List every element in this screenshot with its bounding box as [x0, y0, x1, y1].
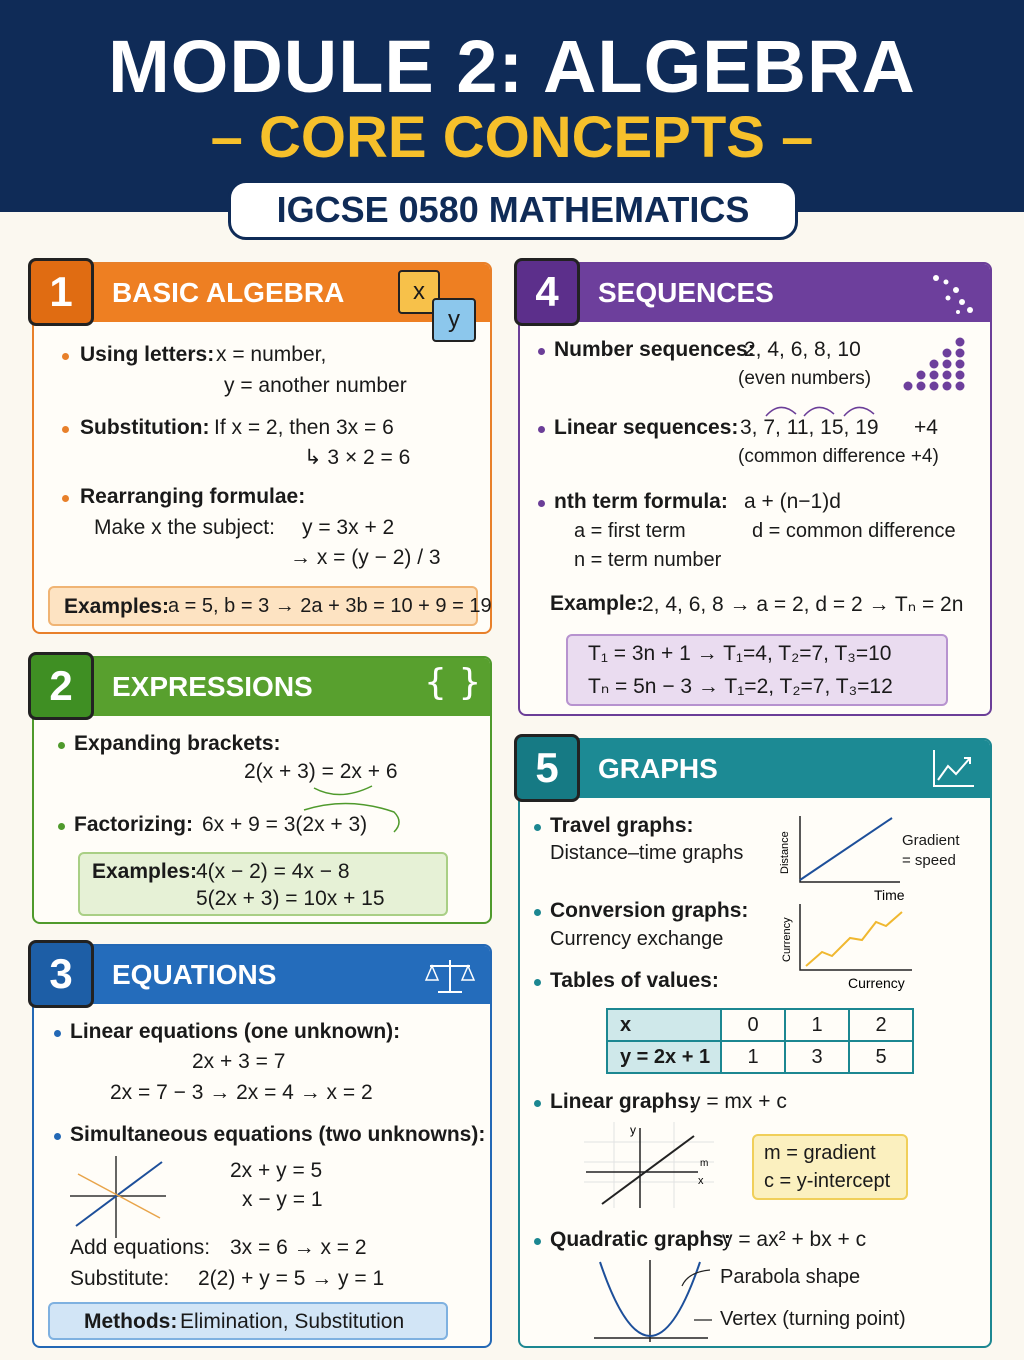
expand-arrow-icon: [310, 782, 380, 798]
add-label: Add equations:: [70, 1236, 211, 1259]
stair-dot: [943, 371, 952, 380]
examples-box: [78, 852, 448, 916]
panel-title: GRAPHS: [598, 753, 718, 784]
sim-line1: 2x + y = 5: [230, 1159, 323, 1182]
lin-m: m: [700, 1158, 709, 1169]
stair-dot: [917, 382, 926, 391]
sim-label: Simultaneous equations (two unknowns):: [70, 1123, 486, 1146]
panel-expressions: [32, 656, 492, 924]
quad-formula: y = ax² + bx + c: [722, 1228, 867, 1251]
examples-label: Examples:: [64, 595, 170, 618]
stair-dot: [956, 349, 965, 358]
bullet: [534, 824, 541, 831]
panel-sequences: [518, 262, 992, 716]
page-title: MODULE 2: ALGEBRA: [108, 25, 916, 108]
conversion-graph: [776, 900, 916, 996]
examples-text: a = 5, b = 3 → 2a + 3b = 10 + 9 = 19: [168, 595, 492, 617]
panel-number: 4: [514, 258, 580, 326]
bullet: [58, 823, 65, 830]
travel-note2: = speed: [902, 852, 956, 869]
subst-label: Substitution:: [80, 416, 210, 439]
table-cell: y = 2x + 1: [607, 1041, 721, 1073]
bullet: [62, 353, 69, 360]
linear-label: Linear equations (one unknown):: [70, 1020, 401, 1043]
bullet: [62, 426, 69, 433]
nth-n: n = term number: [574, 549, 722, 571]
table-cell: 0: [721, 1009, 785, 1041]
x-tile-icon: x: [398, 270, 440, 314]
table-cell: 5: [849, 1041, 913, 1073]
stair-dot: [943, 349, 952, 358]
stair-dot: [904, 382, 913, 391]
expand-line: 2(x + 3) = 2x + 6: [244, 760, 398, 783]
conv-text: Currency exchange: [550, 928, 724, 950]
stair-dot: [930, 382, 939, 391]
table-cell: x: [607, 1009, 721, 1041]
letters-line1: x = number,: [216, 343, 327, 366]
travel-xlabel: Time: [874, 887, 905, 903]
travel-ylabel: Distance: [779, 831, 791, 874]
bullet: [538, 500, 545, 507]
sub-text: 2(2) + y = 5 → y = 1: [198, 1267, 385, 1290]
factor-label: Factorizing:: [74, 813, 193, 836]
methods-label: Methods:: [84, 1310, 178, 1333]
nth-formula: a + (n−1)d: [744, 490, 841, 513]
lin-note1: m = gradient: [764, 1142, 876, 1164]
stair-dot: [930, 371, 939, 380]
lin-axis-y: y: [630, 1123, 636, 1137]
stair-dot: [956, 338, 965, 347]
rearr-label: Rearranging formulae:: [80, 485, 306, 508]
examples-box: [48, 586, 492, 626]
intersecting-lines-icon: [70, 1156, 170, 1240]
rearr-line2: → x = (y − 2) / 3: [290, 546, 441, 569]
factor-arrow-icon: [298, 798, 408, 838]
table-cell: 2: [849, 1009, 913, 1041]
bullet: [538, 348, 545, 355]
y-tile-icon: y: [432, 298, 476, 342]
panel-graphs: [518, 738, 992, 1348]
panel-number: 1: [28, 258, 94, 326]
letters-line2: y = another number: [224, 374, 407, 397]
table-cell: 3: [785, 1041, 849, 1073]
example1: 4(x − 2) = 4x − 8: [196, 860, 350, 883]
table-cell: 1: [785, 1009, 849, 1041]
formula-line2: Tₙ = 5n − 3 → T₁=2, T₂=7, T₃=12: [588, 675, 893, 698]
bullet: [538, 426, 545, 433]
stair-dot: [917, 371, 926, 380]
travel-text: Distance–time graphs: [550, 842, 744, 864]
lin-line1: 3, 7, 11, 15, 19: [740, 416, 879, 439]
sim-line2: x − y = 1: [242, 1188, 323, 1211]
lin-axis-x: x: [698, 1175, 704, 1187]
quad-label: Quadratic graphs:: [550, 1228, 731, 1251]
bullet: [54, 1133, 61, 1140]
gradient-note-box: [752, 1134, 908, 1200]
rearr-line1b: y = 3x + 2: [302, 516, 395, 539]
balance-scale-icon: [424, 956, 476, 996]
bullet: [534, 909, 541, 916]
table-row: [607, 1041, 913, 1073]
panel-basic-algebra: [32, 262, 492, 634]
lin-label: Linear sequences:: [554, 416, 739, 439]
bullet: [54, 1030, 61, 1037]
linear-graph: [584, 1122, 724, 1212]
table-row: [607, 1009, 913, 1041]
lin-note2: c = y-intercept: [764, 1170, 891, 1192]
lin-plus: +4: [914, 416, 938, 439]
nth-a: a = first term: [574, 520, 686, 542]
panel-title: EXPRESSIONS: [112, 671, 313, 702]
bullet: [58, 742, 65, 749]
example2: 5(2x + 3) = 10x + 15: [196, 887, 385, 910]
subst-line2: ↳ 3 × 2 = 6: [304, 446, 411, 469]
stair-dot: [956, 360, 965, 369]
panel-title: EQUATIONS: [112, 959, 277, 990]
conv-ylabel: Currency: [781, 917, 793, 962]
tables-label: Tables of values:: [550, 969, 719, 992]
travel-label: Travel graphs:: [550, 814, 694, 837]
letters-label: Using letters:: [80, 343, 215, 366]
formula-line1: T₁ = 3n + 1 → T₁=4, T₂=7, T₃=10: [588, 642, 892, 665]
linear-line1: 2x + 3 = 7: [192, 1050, 286, 1073]
bullet: [534, 979, 541, 986]
example-label: Example:: [550, 592, 644, 615]
course-badge: IGCSE 0580 MATHEMATICS: [228, 180, 798, 240]
linear-line2: 2x = 7 − 3 → 2x = 4 → x = 2: [110, 1081, 373, 1104]
example-text: 2, 4, 6, 8 → a = 2, d = 2 → Tₙ = 2n: [642, 593, 964, 616]
quad-note1: Parabola shape: [720, 1266, 861, 1288]
stair-dot: [956, 382, 965, 391]
panel-title: SEQUENCES: [598, 277, 774, 308]
values-table: [606, 1008, 914, 1074]
subst-line1: If x = 2, then 3x = 6: [214, 416, 394, 439]
line-graph-icon: [930, 748, 976, 790]
panel-header: [520, 740, 990, 798]
formula-box: [566, 634, 948, 706]
stair-dot: [930, 360, 939, 369]
page-subtitle: – CORE CONCEPTS –: [210, 105, 814, 170]
nth-label: nth term formula:: [554, 490, 728, 513]
bullet: [62, 495, 69, 502]
add-text: 3x = 6 → x = 2: [230, 1236, 367, 1259]
stair-dot: [943, 382, 952, 391]
dot-staircase-icon: [900, 334, 972, 394]
conv-xlabel: Currency: [848, 975, 905, 991]
braces-icon: { }: [424, 662, 482, 703]
bullet: [534, 1238, 541, 1245]
methods-text: Elimination, Substitution: [180, 1310, 405, 1333]
lin-formula: y = mx + c: [690, 1090, 787, 1113]
panel-number: 3: [28, 940, 94, 1008]
rearr-line1: Make x the subject:: [94, 516, 275, 539]
nth-d: d = common difference: [752, 520, 956, 542]
dots-pattern-icon: [928, 272, 978, 316]
distance-time-graph: [776, 812, 906, 908]
lin-line2: (common difference +4): [738, 446, 939, 467]
num-label: Number sequences:: [554, 338, 755, 361]
pointer-lines-icon: [680, 1262, 720, 1332]
lin-label: Linear graphs:: [550, 1090, 696, 1113]
stair-dot: [943, 360, 952, 369]
panel-title: BASIC ALGEBRA: [112, 277, 345, 308]
travel-note1: Gradient: [902, 832, 960, 849]
conv-label: Conversion graphs:: [550, 899, 749, 922]
methods-box: [48, 1302, 448, 1340]
panel-number: 5: [514, 734, 580, 802]
num-line2: (even numbers): [738, 368, 872, 389]
table-cell: 1: [721, 1041, 785, 1073]
sub-label: Substitute:: [70, 1267, 170, 1290]
examples-label: Examples:: [92, 860, 198, 883]
panel-equations: [32, 944, 492, 1348]
expand-label: Expanding brackets:: [74, 732, 281, 755]
quad-note2: Vertex (turning point): [720, 1308, 906, 1330]
factor-line: 6x + 9 = 3(2x + 3): [202, 813, 368, 836]
panel-number: 2: [28, 652, 94, 720]
num-line1: 2, 4, 6, 8, 10: [744, 338, 861, 361]
stair-dot: [956, 371, 965, 380]
bullet: [534, 1100, 541, 1107]
